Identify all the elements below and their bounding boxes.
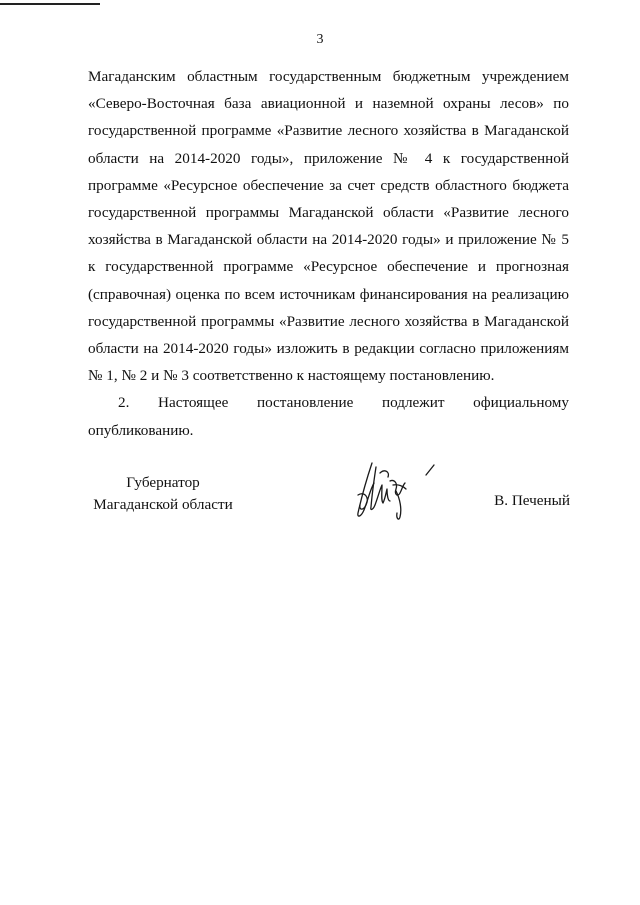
body-paragraph-2: 2. Настоящее постановление подлежит официальному опубликованию. <box>88 394 569 439</box>
page-number: 3 <box>316 32 324 47</box>
document-body <box>88 63 569 444</box>
handwritten-signature <box>350 455 445 525</box>
signatory-name: В. Печеный <box>494 492 570 509</box>
signatory-position-line-2: Магаданской области <box>93 496 233 513</box>
header-rule <box>0 3 100 5</box>
signatory-position <box>88 472 238 516</box>
signatory-position-line-1: Губернатор <box>126 474 200 491</box>
body-paragraph-1: Магаданским областным государственным бюджетным учреждением «Северо-Восточная база авиационной и наземной охраны лесов» по государственной программе «Развитие лесного хозяйства в Магаданской области на 2014-2020 годы», приложение № 4 к государственной программе «Ресурсное обеспечение за счет средств областного бюджета государственной программы Магаданской области «Развитие лесного хозяйства в Магаданской области на 2014-2020 годы» и приложение № 5 к государственной программе «Ресурсное обеспечение и прогнозная (справочная) оценка по всем источникам финансирования на реализацию государственной программы «Развитие лесного хозяйства в Магаданской области на 2014-2020 годы» изложить в редакции согласно приложениям № 1, № 2 и № 3 соответственно к настоящему постановлению. <box>88 68 569 385</box>
